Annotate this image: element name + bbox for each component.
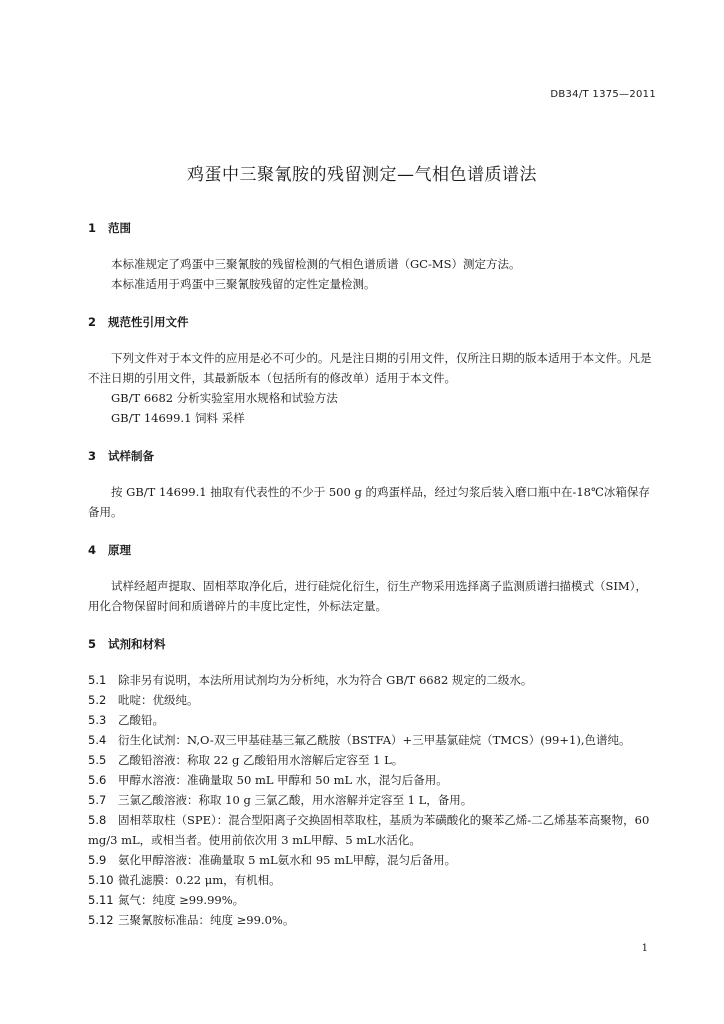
item-number: 5.10 [88,873,114,887]
list-item [88,790,658,810]
section-title: 范围 [108,221,131,235]
section-number: 3 [88,449,97,463]
item-text: 乙酸铅。 [118,713,164,727]
item-text: 乙酸铅溶液：称取 22 g 乙酸铅用水溶解后定容至 1 L。 [118,753,404,767]
paragraph: 本标准规定了鸡蛋中三聚氰胺的残留检测的气相色谱质谱（GC-MS）测定方法。 [111,257,521,271]
list-item [88,810,658,850]
paragraph: 下列文件对于本文件的应用是必不可少的。凡是注日期的引用文件，仅所注日期的版本适用于本文件。凡是不注日期的引用文件，其最新版本（包括所有的修改单）适用于本文件。 [88,351,652,385]
item-text: 除非另有说明，本法所用试剂均为分析纯，水为符合 GB/T 6682 规定的二级水。 [118,673,533,687]
paragraph: 按 GB/T 14699.1 抽取有代表性的不少于 500 g 的鸡蛋样品，经过匀浆后装入磨口瓶中在-18℃冰箱保存备用。 [88,485,650,519]
list-item [88,850,658,870]
item-number: 5.5 [88,753,107,767]
list-item [88,670,658,690]
section-number: 4 [88,543,97,557]
item-number: 5.11 [88,893,114,907]
section-3-heading [88,446,658,466]
item-text: 吡啶：优级纯。 [118,693,199,707]
section-title: 规范性引用文件 [108,315,189,329]
list-item [88,870,658,890]
item-number: 5.1 [88,673,107,687]
document-body [88,218,658,930]
item-text: 三聚氰胺标准品：纯度 ≥99.0%。 [118,913,295,927]
list-item [88,770,658,790]
item-text: 固相萃取柱（SPE）：混合型阳离子交换固相萃取柱，基质为苯磺酸化的聚苯乙烯-二乙烯基苯高聚物，60 mg/3 mL，或相当者。使用前依次用 3 mL甲醇、5 mL水活化。 [88,813,650,847]
reference-item: GB/T 14699.1 饲料 采样 [111,411,245,425]
document-title: 鸡蛋中三聚氰胺的残留测定—气相色谱质谱法 [187,165,537,185]
item-number: 5.6 [88,773,107,787]
section-5-heading [88,634,658,654]
item-text: 衍生化试剂：N,O-双三甲基硅基三氟乙酰胺（BSTFA）+三甲基氯硅烷（TMCS）(99+1),色谱纯。 [118,733,631,747]
item-text: 甲醇水溶液：准确量取 50 mL 甲醇和 50 mL 水，混匀后备用。 [118,773,448,787]
paragraph: 试样经超声提取、固相萃取净化后，进行硅烷化衍生，衍生产物采用选择离子监测质谱扫描模式（SIM），用化合物保留时间和质谱碎片的丰度比定性，外标法定量。 [88,579,647,613]
header-divider [88,105,656,106]
section-number: 2 [88,315,97,329]
item-number: 5.2 [88,693,107,707]
list-item [88,750,658,770]
section-number: 5 [88,637,97,651]
section-title: 试样制备 [108,449,154,463]
section-title: 原理 [108,543,131,557]
item-number: 5.4 [88,733,107,747]
reference-item: GB/T 6682 分析实验室用水规格和试验方法 [111,391,338,405]
list-item [88,690,658,710]
item-number: 5.12 [88,913,114,927]
section-1-heading [88,218,658,238]
page-number: 1 [641,943,648,954]
list-item [88,710,658,730]
item-number: 5.7 [88,793,107,807]
list-item [88,910,658,930]
standard-code: DB34/T 1375—2011 [550,89,656,100]
item-number: 5.8 [88,813,107,827]
section-2-heading [88,312,658,332]
item-text: 微孔滤膜：0.22 μm，有机相。 [118,873,281,887]
section-title: 试剂和材料 [108,637,166,651]
list-item [88,730,658,750]
item-text: 氮气：纯度 ≥99.99%。 [118,893,245,907]
item-number: 5.9 [88,853,107,867]
item-text: 氨化甲醇溶液：准确量取 5 mL氨水和 95 mL甲醇，混匀后备用。 [118,853,457,867]
list-item [88,890,658,910]
section-4-heading [88,540,658,560]
item-text: 三氯乙酸溶液：称取 10 g 三氯乙酸，用水溶解并定容至 1 L，备用。 [118,793,473,807]
item-number: 5.3 [88,713,107,727]
paragraph: 本标准适用于鸡蛋中三聚氰胺残留的定性定量检测。 [111,277,376,291]
section-number: 1 [88,221,97,235]
